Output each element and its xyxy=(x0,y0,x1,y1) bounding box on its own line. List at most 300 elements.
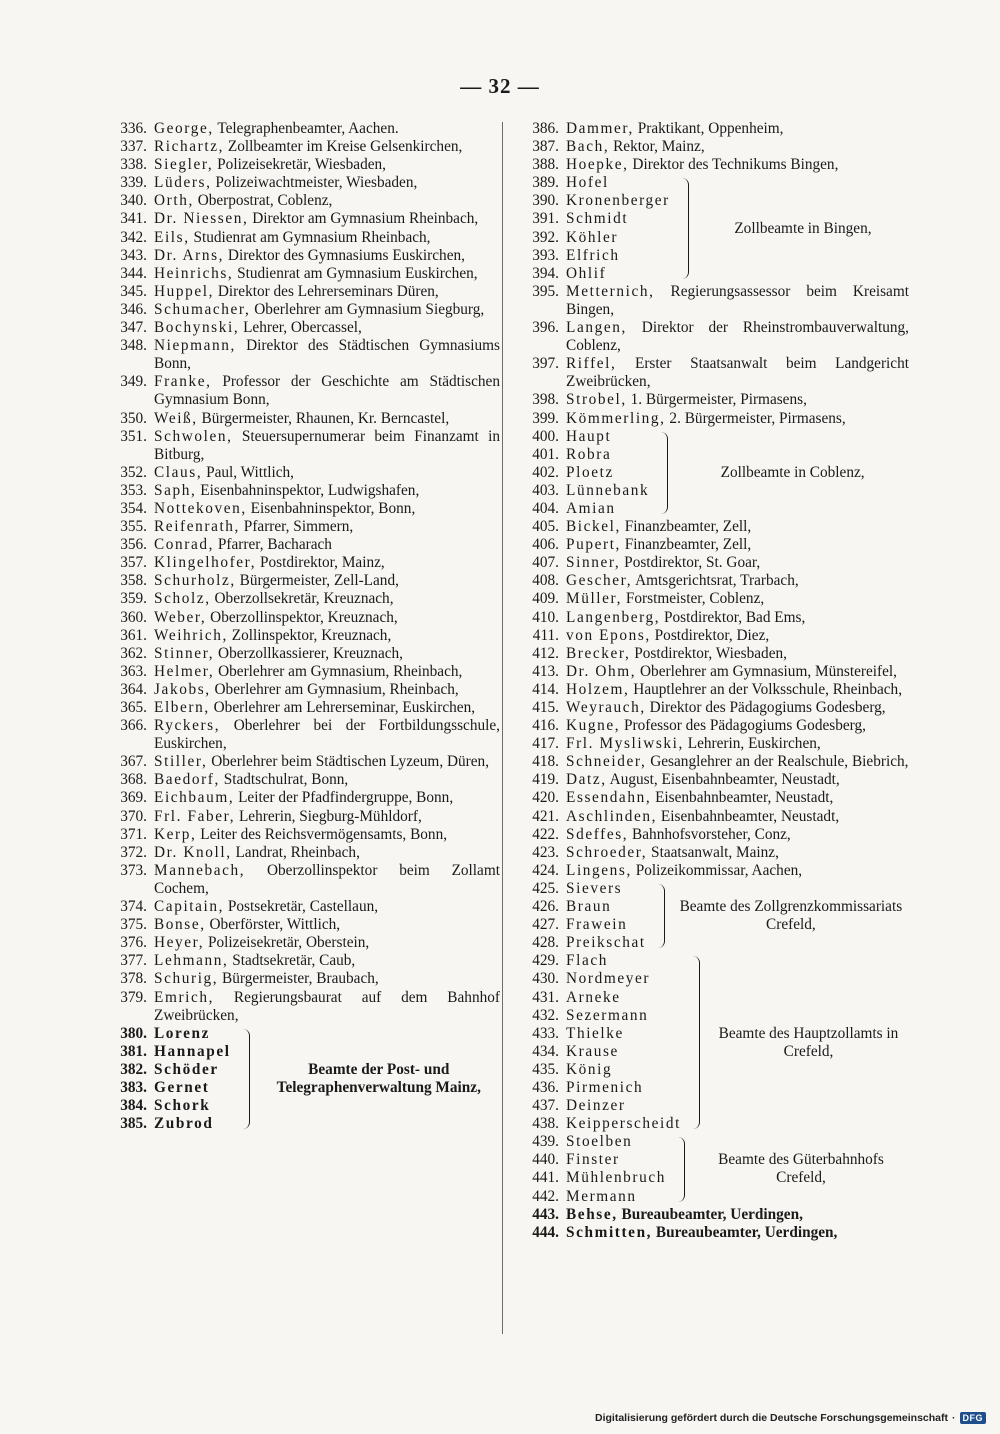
list-item xyxy=(105,229,500,247)
entry-name: Schmitten, xyxy=(566,1223,653,1241)
entry-body xyxy=(154,500,500,518)
entry-body xyxy=(566,554,909,572)
entry-number: 353. xyxy=(120,481,147,499)
group-names xyxy=(517,174,670,283)
entry-number: 404. xyxy=(532,499,559,517)
entry-number: 391. xyxy=(532,210,559,228)
entry-number: 337. xyxy=(120,138,147,156)
entry-number: 351. xyxy=(120,427,147,445)
entry-body xyxy=(566,753,909,771)
entry-number: 407. xyxy=(532,554,559,572)
entry-text: Pfarrer, Simmern, xyxy=(239,518,354,536)
entry-text: Paul, Wittlich, xyxy=(202,463,295,481)
entry-text: Polizeisekretär, Oberstein, xyxy=(204,934,370,952)
group-label: Beamte des Güterbahnhofs Crefeld, xyxy=(718,1151,884,1187)
list-item xyxy=(517,1224,909,1242)
entry-body xyxy=(154,952,500,970)
entry-name: Thielke xyxy=(566,1024,624,1042)
entry-name: Haupt xyxy=(566,427,612,445)
entry-number: 344. xyxy=(120,264,147,282)
list-item xyxy=(517,1007,681,1025)
entry-number: 443. xyxy=(532,1205,559,1223)
entry-text: Steuersupernumerar beim Finanzamt in Bitburg, xyxy=(154,427,500,463)
group-names xyxy=(517,880,646,952)
list-item xyxy=(517,174,670,192)
list-item xyxy=(105,808,500,826)
entry-number: 342. xyxy=(120,228,147,246)
entry-number: 384. xyxy=(120,1097,147,1115)
list-item xyxy=(517,265,670,283)
group-brace xyxy=(685,956,700,1129)
list-item xyxy=(517,1151,666,1169)
entry-text: Polizeikommissar, Aachen, xyxy=(631,861,803,879)
group-names xyxy=(517,952,681,1133)
entry-body xyxy=(566,844,909,862)
list-item xyxy=(517,663,909,681)
entry-body xyxy=(154,862,500,898)
entry-body xyxy=(566,699,909,717)
list-item xyxy=(105,663,500,681)
entry-number: 367. xyxy=(120,753,147,771)
entry-text: Finanzbeamter, Zell, xyxy=(620,536,752,554)
entry-number: 438. xyxy=(532,1115,559,1133)
entry-text: Direktor der Rheinstrombauverwaltung, Coblenz, xyxy=(566,319,909,355)
list-item xyxy=(517,952,681,970)
list-item xyxy=(105,989,500,1025)
entry-body xyxy=(154,373,500,409)
entry-number: 375. xyxy=(120,916,147,934)
entry-name: Stinner, xyxy=(154,644,215,662)
entry-name: Kugne, xyxy=(566,717,621,735)
entry-name: Dr. Knoll, xyxy=(154,843,232,861)
entry-number: 385. xyxy=(120,1115,147,1133)
list-item xyxy=(105,572,500,590)
entry-body xyxy=(154,156,500,174)
entry-body xyxy=(154,554,500,572)
list-item xyxy=(105,862,500,898)
entry-text: Oberlehrer am Gymnasium, Rheinbach, xyxy=(214,662,463,680)
entry-text: Finanzbeamter, Zell, xyxy=(620,518,752,536)
list-item xyxy=(105,970,500,988)
entry-body xyxy=(566,518,909,536)
entry-body xyxy=(154,717,500,753)
entry-number: 408. xyxy=(532,572,559,590)
entry-body xyxy=(154,934,500,952)
entry-body xyxy=(566,319,909,355)
list-item xyxy=(105,301,500,319)
entry-number: 374. xyxy=(120,898,147,916)
entry-number: 439. xyxy=(532,1133,559,1151)
entry-name: Klingelhofer, xyxy=(154,554,257,572)
entry-number: 413. xyxy=(532,662,559,680)
entry-text: Oberzollsekretär, Kreuznach, xyxy=(210,590,394,608)
entry-body xyxy=(154,210,500,228)
entry-number: 372. xyxy=(120,843,147,861)
entry-text: Zollbeamter im Kreise Gelsenkirchen, xyxy=(224,138,463,156)
entry-number: 388. xyxy=(532,156,559,174)
entry-name: Schurig, xyxy=(154,970,219,988)
entry-number: 349. xyxy=(120,373,147,391)
entry-name: Preikschat xyxy=(566,934,646,952)
entry-number: 412. xyxy=(532,644,559,662)
entry-number: 433. xyxy=(532,1024,559,1042)
list-item xyxy=(517,391,909,409)
entry-name: Pirmenich xyxy=(566,1078,644,1096)
entry-body xyxy=(566,536,909,554)
entry-number: 340. xyxy=(120,192,147,210)
entry-name: Kronenberger xyxy=(566,192,670,210)
entry-body xyxy=(566,681,909,699)
entry-text: Postsekretär, Castellaun, xyxy=(224,898,379,916)
entry-name: Riffel, xyxy=(566,355,617,373)
entry-number: 423. xyxy=(532,843,559,861)
list-item xyxy=(105,717,500,753)
entry-name: Sezermann xyxy=(566,1006,649,1024)
entry-text: Eisenbahninspektor, Bonn, xyxy=(246,499,416,517)
entry-number: 424. xyxy=(532,861,559,879)
entry-name: Lehmann, xyxy=(154,952,229,970)
entry-name: Jakobs, xyxy=(154,680,211,698)
list-item xyxy=(517,717,909,735)
list-item xyxy=(517,554,909,572)
list-item xyxy=(105,265,500,283)
list-item xyxy=(517,446,649,464)
entry-number: 431. xyxy=(532,988,559,1006)
list-item xyxy=(517,1115,681,1133)
entry-name: Frl. Mysliwski, xyxy=(566,735,684,753)
list-item xyxy=(105,536,500,554)
list-item xyxy=(517,572,909,590)
list-item xyxy=(517,156,909,174)
entry-text: Gesanglehrer an der Realschule, Biebrich, xyxy=(646,753,909,771)
entry-text: Bureaubeamter, Uerdingen, xyxy=(617,1205,803,1223)
list-item xyxy=(517,699,909,717)
entry-body xyxy=(566,138,909,156)
list-item xyxy=(517,1169,666,1187)
entry-name: Flach xyxy=(566,952,608,970)
entry-number: 398. xyxy=(532,391,559,409)
entry-name: Holzem, xyxy=(566,680,630,698)
entry-text: 1. Bürgermeister, Pirmasens, xyxy=(626,391,807,409)
entry-body xyxy=(154,844,500,862)
entry-name: von Epons, xyxy=(566,626,651,644)
group-label: Beamte der Post- und Telegraphenverwaltung Mainz, xyxy=(276,1060,481,1096)
list-item xyxy=(105,518,500,536)
entry-body xyxy=(154,970,500,988)
entry-name: Siegler, xyxy=(154,156,214,174)
entry-number: 378. xyxy=(120,970,147,988)
list-item xyxy=(517,247,670,265)
entry-name: Hofel xyxy=(566,174,609,192)
entry-number: 336. xyxy=(120,120,147,137)
list-item xyxy=(105,174,500,192)
entry-number: 377. xyxy=(120,952,147,970)
entry-text: Oberpostrat, Coblenz, xyxy=(193,192,333,210)
entry-text: Staatsanwalt, Mainz, xyxy=(647,843,779,861)
entry-name: Schwolen, xyxy=(154,427,233,445)
list-item xyxy=(517,970,681,988)
entry-name: Ploetz xyxy=(566,463,614,481)
group-gueterbahnhof-crefeld xyxy=(517,1133,909,1205)
list-item xyxy=(105,627,500,645)
entry-name: Conrad, xyxy=(154,536,215,554)
entry-body xyxy=(566,808,909,826)
entry-number: 373. xyxy=(120,861,147,879)
list-item xyxy=(517,482,649,500)
entry-number: 338. xyxy=(120,156,147,174)
entry-text: Regierungsbaurat auf dem Bahnhof Zweibrücken, xyxy=(154,988,500,1024)
entry-name: Claus, xyxy=(154,463,203,481)
entry-body xyxy=(154,192,500,210)
entry-text: Eisenbahninspektor, Ludwigshafen, xyxy=(196,481,420,499)
list-item xyxy=(517,771,909,789)
footer: Digitalisierung gefördert durch die Deutsche Forschungsgemeinschaft · DFG xyxy=(595,1412,986,1424)
entry-number: 390. xyxy=(532,192,559,210)
entry-name: Schumacher, xyxy=(154,300,251,318)
group-label: Zollbeamte in Bingen, xyxy=(734,219,872,237)
entry-text: Bürgermeister, Zell-Land, xyxy=(235,572,399,590)
list-item xyxy=(517,645,909,663)
entry-number: 394. xyxy=(532,264,559,282)
entry-name: Finster xyxy=(566,1151,620,1169)
entry-name: Dr. Ohm, xyxy=(566,662,637,680)
list-item xyxy=(105,482,500,500)
entry-number: 392. xyxy=(532,228,559,246)
entry-number: 382. xyxy=(120,1060,147,1078)
entry-number: 395. xyxy=(532,282,559,300)
entry-text: Eisenbahnbeamter, Neustadt, xyxy=(657,807,840,825)
entry-name: Dr. Arns, xyxy=(154,246,225,264)
entry-number: 401. xyxy=(532,445,559,463)
entry-name: Franke, xyxy=(154,373,212,391)
entry-name: George, xyxy=(154,120,214,137)
entry-number: 400. xyxy=(532,427,559,445)
entry-text: Eisenbahnbeamter, Neustadt, xyxy=(651,789,834,807)
entry-body xyxy=(154,916,500,934)
group-brace xyxy=(670,1137,685,1201)
entry-body xyxy=(154,229,500,247)
right-entry-list-c xyxy=(517,518,909,880)
entry-name: Robra xyxy=(566,445,612,463)
entry-name: Scholz, xyxy=(154,590,211,608)
entry-body xyxy=(154,410,500,428)
list-item xyxy=(105,192,500,210)
entry-body xyxy=(154,174,500,192)
list-item xyxy=(517,898,646,916)
list-item xyxy=(517,1188,666,1206)
entry-number: 379. xyxy=(120,988,147,1006)
entry-text: Oberlehrer am Lehrerseminar, Euskirchen, xyxy=(209,699,476,716)
entry-name: Nordmeyer xyxy=(566,970,651,988)
entry-name: Behse, xyxy=(566,1205,618,1223)
entry-text: August, Eisenbahnbeamter, Neustadt, xyxy=(606,771,840,789)
entry-body xyxy=(154,627,500,645)
entry-name: Stiller, xyxy=(154,753,208,771)
entry-text: Stadtschulrat, Bonn, xyxy=(219,771,349,789)
list-item xyxy=(517,862,909,880)
entry-number: 354. xyxy=(120,499,147,517)
entry-text: Amtsgerichtsrat, Trarbach, xyxy=(632,572,799,590)
entry-body xyxy=(566,1206,909,1224)
entry-name: Lorenz xyxy=(154,1024,211,1042)
entry-text: Oberzollinspektor, Kreuznach, xyxy=(206,608,398,626)
entry-name: Strobel, xyxy=(566,391,627,409)
entry-number: 396. xyxy=(532,319,559,337)
entry-body xyxy=(566,391,909,409)
entry-text: Hauptlehrer an der Volksschule, Rheinbach, xyxy=(629,680,903,698)
entry-name: Datz, xyxy=(566,771,607,789)
group-brace xyxy=(650,884,665,948)
entry-text: Oberlehrer am Gymnasium, Münstereifel, xyxy=(636,662,897,680)
entry-text: Praktikant, Oppenheim, xyxy=(633,120,784,137)
list-item xyxy=(105,609,500,627)
list-item xyxy=(517,229,670,247)
list-item xyxy=(517,319,909,355)
entry-text: Postdirektor, Mainz, xyxy=(256,554,385,572)
entry-body xyxy=(154,663,500,681)
group-names xyxy=(517,428,649,518)
list-item xyxy=(517,1097,681,1115)
entry-name: Richartz, xyxy=(154,138,225,156)
entry-text: 2. Bürgermeister, Pirmasens, xyxy=(665,409,846,427)
entry-name: Helmer, xyxy=(154,662,215,680)
entry-name: Dammer, xyxy=(566,120,634,137)
entry-name: Weiß, xyxy=(154,409,198,427)
entry-body xyxy=(154,789,500,807)
group-label: Beamte des Zollgrenzkommissariats Crefeld, xyxy=(679,898,903,934)
entry-text: Postdirektor, Bad Ems, xyxy=(660,608,806,626)
entry-body xyxy=(154,609,500,627)
entry-body xyxy=(566,663,909,681)
entry-text: Oberzollkassierer, Kreuznach, xyxy=(214,644,404,662)
entry-name: Langen, xyxy=(566,319,627,337)
entry-name: Orth, xyxy=(154,192,194,210)
entry-name: Braun xyxy=(566,898,612,916)
entry-number: 355. xyxy=(120,518,147,536)
entry-name: Sdeffes, xyxy=(566,825,629,843)
list-item xyxy=(105,319,500,337)
entry-name: Saph, xyxy=(154,481,197,499)
entry-name: Eils, xyxy=(154,228,190,246)
entry-text: Professor des Pädagogiums Godesberg, xyxy=(620,717,866,735)
list-item xyxy=(105,844,500,862)
entry-number: 441. xyxy=(532,1169,559,1187)
entry-number: 444. xyxy=(532,1223,559,1241)
list-item xyxy=(105,753,500,771)
entry-body xyxy=(566,717,909,735)
entry-name: Müller, xyxy=(566,590,623,608)
list-item xyxy=(105,898,500,916)
entry-name: Zubrod xyxy=(154,1115,214,1133)
entry-name: Schmidt xyxy=(566,210,629,228)
entry-name: Gernet xyxy=(154,1078,210,1096)
entry-text: Rektor, Mainz, xyxy=(609,138,705,156)
list-item xyxy=(517,590,909,608)
entry-body xyxy=(154,428,500,464)
list-item xyxy=(517,410,909,428)
list-item xyxy=(105,934,500,952)
entry-text: Bahnhofsvorsteher, Conz, xyxy=(628,825,791,843)
list-item xyxy=(517,464,649,482)
entry-body xyxy=(566,826,909,844)
entry-number: 358. xyxy=(120,572,147,590)
entry-number: 397. xyxy=(532,355,559,373)
right-entry-list-d xyxy=(517,1206,909,1242)
list-item xyxy=(105,1061,231,1079)
entry-text: Direktor des Städtischen Gymnasiums Bonn, xyxy=(154,337,500,373)
entry-name: Elfrich xyxy=(566,246,620,264)
entry-number: 370. xyxy=(120,807,147,825)
list-item xyxy=(517,753,909,771)
entry-number: 363. xyxy=(120,662,147,680)
entry-number: 380. xyxy=(120,1024,147,1042)
entry-name: Krause xyxy=(566,1042,619,1060)
entry-name: Bonse, xyxy=(154,916,206,934)
entry-number: 402. xyxy=(532,463,559,481)
right-entry-list-a xyxy=(517,120,909,174)
right-column xyxy=(517,120,909,1242)
list-item xyxy=(517,735,909,753)
entry-body xyxy=(566,735,909,753)
entry-number: 361. xyxy=(120,626,147,644)
entry-number: 411. xyxy=(532,626,559,644)
list-item xyxy=(517,1079,681,1097)
entry-name: Weyrauch, xyxy=(566,699,646,716)
entry-number: 387. xyxy=(532,138,559,156)
entry-number: 419. xyxy=(532,771,559,789)
entry-body xyxy=(154,536,500,554)
entry-text: Direktor am Gymnasium Rheinbach, xyxy=(248,210,479,228)
entry-text: Regierungsassessor beim Kreisamt Bingen, xyxy=(566,282,909,318)
entry-body xyxy=(566,283,909,319)
entry-number: 356. xyxy=(120,536,147,554)
entry-name: Capitain, xyxy=(154,898,225,916)
entry-number: 436. xyxy=(532,1078,559,1096)
entry-number: 405. xyxy=(532,518,559,536)
entry-number: 362. xyxy=(120,644,147,662)
entry-name: Bickel, xyxy=(566,518,621,536)
entry-number: 393. xyxy=(532,246,559,264)
entry-text: Oberförster, Wittlich, xyxy=(205,916,341,934)
list-item xyxy=(105,210,500,228)
entry-name: Deinzer xyxy=(566,1097,626,1115)
entry-text: Polizeiwachtmeister, Wiesbaden, xyxy=(211,174,418,192)
list-item xyxy=(517,1061,681,1079)
entry-name: Essendahn, xyxy=(566,789,652,807)
list-item xyxy=(105,428,500,464)
entry-name: Lünnebank xyxy=(566,481,650,499)
group-names xyxy=(517,1133,666,1205)
entry-name: Schork xyxy=(154,1097,211,1115)
entry-name: Dr. Niessen, xyxy=(154,210,249,228)
entry-name: Weihrich, xyxy=(154,626,228,644)
entry-number: 368. xyxy=(120,771,147,789)
entry-text: Postdirektor, St. Goar, xyxy=(620,554,761,572)
entry-text: Zollinspektor, Kreuznach, xyxy=(227,626,392,644)
list-item xyxy=(105,283,500,301)
entry-name: Stoelben xyxy=(566,1133,633,1151)
list-item xyxy=(517,627,909,645)
list-item xyxy=(105,500,500,518)
entry-name: Sievers xyxy=(566,879,623,897)
entry-name: Huppel, xyxy=(154,282,215,300)
group-brace xyxy=(235,1029,250,1130)
entry-number: 365. xyxy=(120,699,147,716)
entry-text: Forstmeister, Coblenz, xyxy=(622,590,765,608)
entry-number: 383. xyxy=(120,1078,147,1096)
entry-body xyxy=(154,590,500,608)
entry-name: Frl. Faber, xyxy=(154,807,236,825)
